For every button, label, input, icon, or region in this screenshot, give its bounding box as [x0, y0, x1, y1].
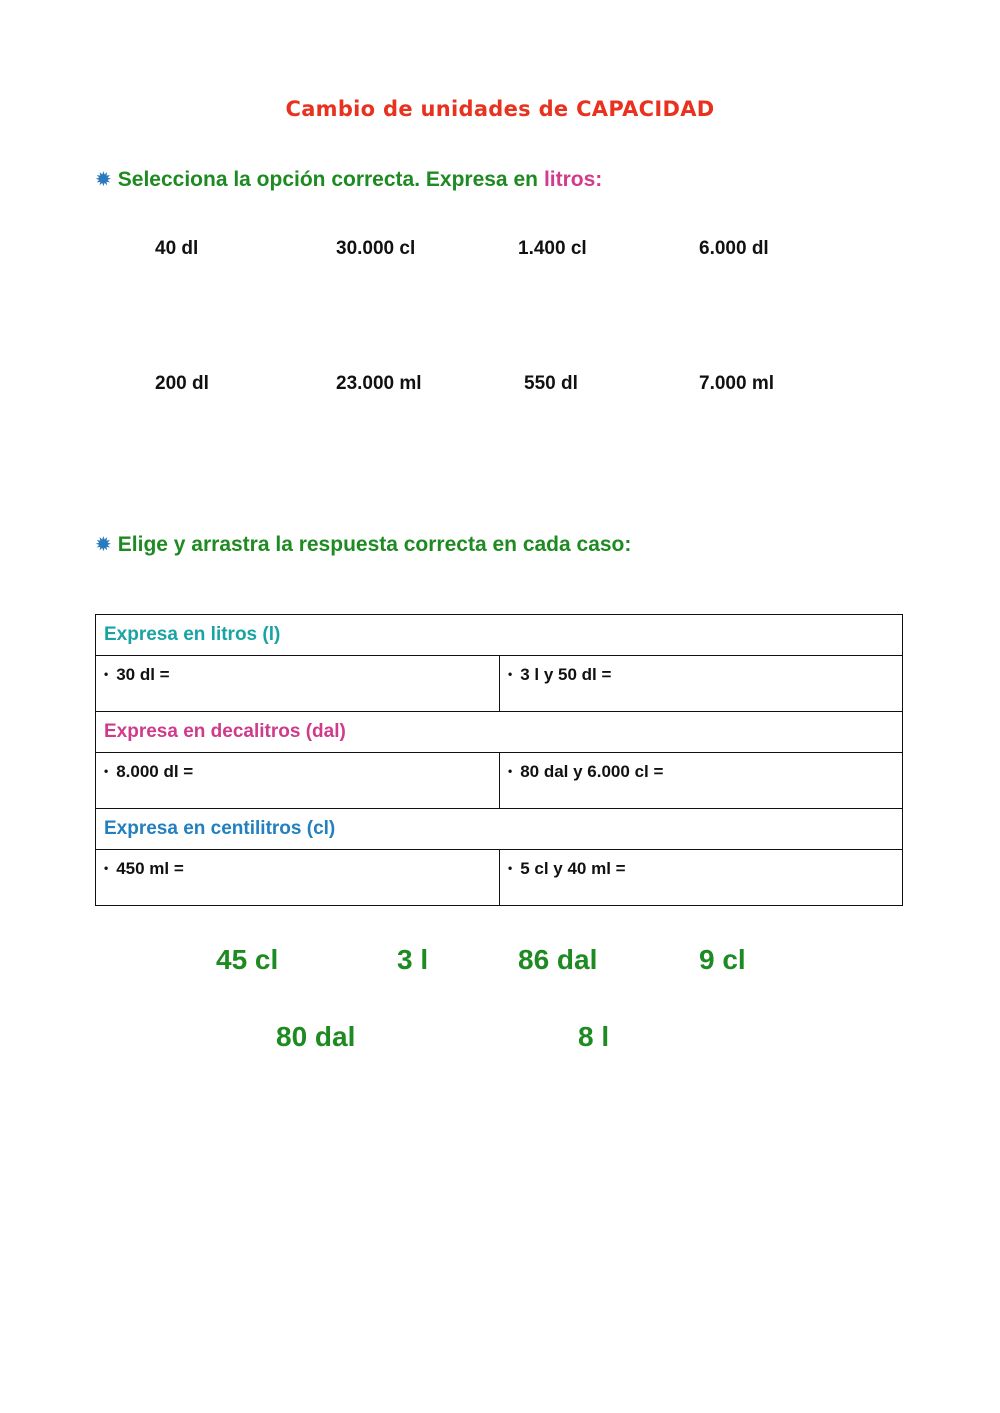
option-4[interactable]: 6.000 dl: [699, 238, 769, 259]
bullet: •: [104, 667, 109, 681]
question-3: 8.000 dl =: [116, 762, 194, 781]
drop-cell-2[interactable]: [500, 656, 903, 712]
instruction-select-accent: litros:: [543, 168, 603, 191]
header-decaliters: Expresa en decalitros (dal): [96, 712, 903, 753]
option-8[interactable]: 7.000 ml: [699, 373, 774, 394]
option-2[interactable]: 30.000 cl: [336, 238, 416, 259]
option-1[interactable]: 40 dl: [155, 238, 199, 259]
bullet: •: [104, 861, 109, 875]
instruction-select-text: Selecciona la opción correcta. Expresa en: [117, 168, 538, 191]
answer-chip-8l[interactable]: 8 l: [578, 1021, 610, 1052]
drop-cell-6[interactable]: [500, 850, 903, 906]
answer-chip-45cl[interactable]: 45 cl: [216, 944, 279, 975]
star-bullet-icon: ✹: [95, 169, 112, 191]
question-6: 5 cl y 40 ml =: [520, 859, 626, 878]
drop-cell-4[interactable]: [500, 753, 903, 809]
bullet: •: [508, 764, 513, 778]
bullet: •: [508, 861, 513, 875]
header-centiliters: Expresa en centilitros (cl): [96, 809, 903, 850]
answer-chip-3l[interactable]: 3 l: [397, 944, 429, 975]
option-7[interactable]: 550 dl: [524, 373, 578, 394]
option-3[interactable]: 1.400 cl: [518, 238, 587, 259]
instruction-select: [95, 168, 602, 192]
instruction-drag-text: Elige y arrastra la respuesta correcta en cada caso:: [117, 533, 632, 556]
option-5[interactable]: 200 dl: [155, 373, 209, 394]
question-5: 450 ml =: [116, 859, 184, 878]
instruction-drag: [95, 533, 631, 557]
option-6[interactable]: 23.000 ml: [336, 373, 422, 394]
answer-chip-9cl[interactable]: 9 cl: [699, 944, 746, 975]
question-4: 80 dal y 6.000 cl =: [520, 762, 664, 781]
answer-chip-86dal[interactable]: 86 dal: [518, 944, 598, 975]
drop-cell-3[interactable]: [96, 753, 500, 809]
question-1: 30 dl =: [116, 665, 170, 684]
drop-cell-5[interactable]: [96, 850, 500, 906]
question-2: 3 l y 50 dl =: [520, 665, 612, 684]
bullet: •: [104, 764, 109, 778]
conversion-table: [95, 614, 903, 906]
drop-cell-1[interactable]: [96, 656, 500, 712]
bullet: •: [508, 667, 513, 681]
star-bullet-icon: ✹: [95, 534, 112, 556]
page-title: Cambio de unidades de CAPACIDAD: [285, 97, 715, 121]
answer-chip-80dal[interactable]: 80 dal: [276, 1021, 356, 1052]
header-liters: Expresa en litros (l): [96, 615, 903, 656]
